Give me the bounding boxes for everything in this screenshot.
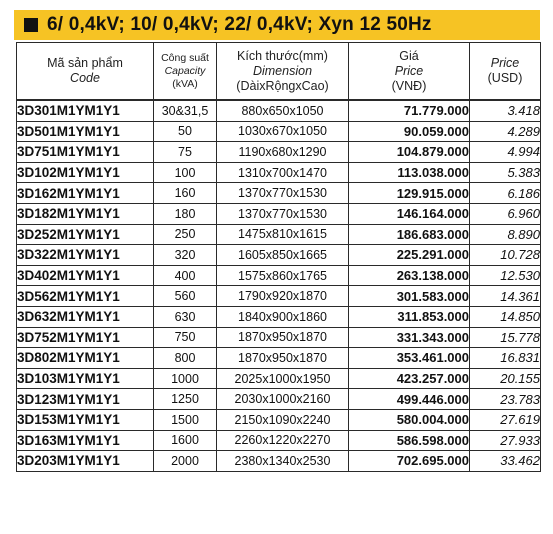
col-header-price-usd-en: Price [490,56,520,70]
cell-dimension: 1475x810x1615 [217,224,349,245]
col-header-code-en: Code [70,71,100,85]
cell-price-usd: 4.289 [470,121,541,142]
cell-code: 3D632M1YM1Y1 [17,306,154,327]
table-row [17,265,541,286]
cell-code: 3D162M1YM1Y1 [17,183,154,204]
cell-dimension: 1575x860x1765 [217,265,349,286]
cell-capacity: 2000 [154,451,217,472]
cell-price-vnd: 301.583.000 [349,286,470,307]
cell-price-usd: 16.831 [470,348,541,369]
cell-price-usd: 6.186 [470,183,541,204]
cell-price-usd: 23.783 [470,389,541,410]
col-header-price-usd-unit: (USD) [487,71,523,85]
col-header-capacity-unit: (kVA) [172,77,198,90]
cell-code: 3D501M1YM1Y1 [17,121,154,142]
cell-dimension: 880x650x1050 [217,100,349,121]
table-body [17,100,541,471]
table-row [17,409,541,430]
col-header-dimension [217,43,349,101]
cell-price-usd: 3.418 [470,100,541,121]
col-header-capacity-en: Capacity [164,64,206,77]
cell-code: 3D163M1YM1Y1 [17,430,154,451]
cell-code: 3D153M1YM1Y1 [17,409,154,430]
cell-code: 3D802M1YM1Y1 [17,348,154,369]
cell-capacity: 250 [154,224,217,245]
table-row [17,121,541,142]
black-square-bullet-icon [24,18,38,32]
cell-capacity: 320 [154,245,217,266]
cell-capacity: 560 [154,286,217,307]
cell-code: 3D562M1YM1Y1 [17,286,154,307]
cell-capacity: 30&31,5 [154,100,217,121]
table-row [17,286,541,307]
cell-price-vnd: 90.059.000 [349,121,470,142]
col-header-price-vnd-en: Price [394,63,424,78]
cell-dimension: 1605x850x1665 [217,245,349,266]
table-row [17,389,541,410]
table-row [17,368,541,389]
cell-capacity: 100 [154,162,217,183]
cell-price-usd: 6.960 [470,203,541,224]
banner-title: 6/ 0,4kV; 10/ 0,4kV; 22/ 0,4kV; Xyn 12 50Hz [47,14,432,35]
table-row [17,142,541,163]
cell-capacity: 800 [154,348,217,369]
cell-dimension: 1030x670x1050 [217,121,349,142]
table-header-row [17,43,541,101]
cell-capacity: 160 [154,183,217,204]
table-row [17,451,541,472]
table-row [17,430,541,451]
cell-dimension: 1870x950x1870 [217,327,349,348]
cell-dimension: 1370x770x1530 [217,203,349,224]
cell-price-vnd: 586.598.000 [349,430,470,451]
cell-price-vnd: 353.461.000 [349,348,470,369]
col-header-dimension-en: Dimension [252,63,313,78]
cell-code: 3D182M1YM1Y1 [17,203,154,224]
cell-code: 3D252M1YM1Y1 [17,224,154,245]
cell-capacity: 630 [154,306,217,327]
cell-price-vnd: 580.004.000 [349,409,470,430]
cell-dimension: 2380x1340x2530 [217,451,349,472]
table-row [17,162,541,183]
cell-price-usd: 27.619 [470,409,541,430]
col-header-dimension-vi: Kích thước(mm) [237,48,328,63]
cell-code: 3D103M1YM1Y1 [17,368,154,389]
cell-dimension: 2260x1220x2270 [217,430,349,451]
cell-dimension: 1870x950x1870 [217,348,349,369]
cell-capacity: 750 [154,327,217,348]
title-banner [14,10,540,40]
cell-price-usd: 15.778 [470,327,541,348]
table-row [17,327,541,348]
cell-price-vnd: 186.683.000 [349,224,470,245]
cell-code: 3D752M1YM1Y1 [17,327,154,348]
cell-capacity: 1250 [154,389,217,410]
cell-price-usd: 12.530 [470,265,541,286]
cell-dimension: 1370x770x1530 [217,183,349,204]
cell-price-vnd: 263.138.000 [349,265,470,286]
cell-price-usd: 10.728 [470,245,541,266]
cell-dimension: 2030x1000x2160 [217,389,349,410]
cell-price-vnd: 71.779.000 [349,100,470,121]
cell-capacity: 50 [154,121,217,142]
cell-price-vnd: 423.257.000 [349,368,470,389]
cell-price-usd: 14.361 [470,286,541,307]
cell-dimension: 1840x900x1860 [217,306,349,327]
cell-dimension: 2150x1090x2240 [217,409,349,430]
cell-price-vnd: 225.291.000 [349,245,470,266]
cell-code: 3D301M1YM1Y1 [17,100,154,121]
col-header-code-vi: Mã sản phẩm [47,56,123,70]
col-header-price-vnd-unit: (VNĐ) [391,78,427,93]
cell-price-usd: 20.155 [470,368,541,389]
cell-dimension: 1310x700x1470 [217,162,349,183]
table-row [17,348,541,369]
cell-price-usd: 5.383 [470,162,541,183]
price-table [16,42,541,472]
col-header-price-vnd-vi: Giá [399,48,419,63]
cell-capacity: 1000 [154,368,217,389]
cell-code: 3D123M1YM1Y1 [17,389,154,410]
col-header-price-usd [470,43,541,101]
col-header-capacity [154,43,217,101]
cell-price-usd: 4.994 [470,142,541,163]
cell-dimension: 1190x680x1290 [217,142,349,163]
cell-dimension: 1790x920x1870 [217,286,349,307]
cell-capacity: 180 [154,203,217,224]
cell-price-vnd: 146.164.000 [349,203,470,224]
cell-capacity: 400 [154,265,217,286]
cell-code: 3D322M1YM1Y1 [17,245,154,266]
table-row [17,183,541,204]
col-header-capacity-vi: Công suất [161,51,209,64]
col-header-dimension-sub: (DàixRộngxCao) [236,78,329,93]
cell-code: 3D402M1YM1Y1 [17,265,154,286]
cell-price-usd: 27.933 [470,430,541,451]
table-row [17,245,541,266]
cell-code: 3D751M1YM1Y1 [17,142,154,163]
cell-price-vnd: 499.446.000 [349,389,470,410]
cell-capacity: 1500 [154,409,217,430]
cell-capacity: 1600 [154,430,217,451]
cell-price-vnd: 702.695.000 [349,451,470,472]
table-row [17,203,541,224]
cell-price-vnd: 113.038.000 [349,162,470,183]
cell-price-usd: 14.850 [470,306,541,327]
cell-price-vnd: 129.915.000 [349,183,470,204]
table-row [17,100,541,121]
cell-code: 3D203M1YM1Y1 [17,451,154,472]
table-row [17,224,541,245]
col-header-code [17,43,154,101]
cell-price-usd: 33.462 [470,451,541,472]
cell-dimension: 2025x1000x1950 [217,368,349,389]
cell-code: 3D102M1YM1Y1 [17,162,154,183]
cell-price-usd: 8.890 [470,224,541,245]
cell-price-vnd: 331.343.000 [349,327,470,348]
col-header-price-vnd [349,43,470,101]
table-row [17,306,541,327]
cell-capacity: 75 [154,142,217,163]
cell-price-vnd: 311.853.000 [349,306,470,327]
cell-price-vnd: 104.879.000 [349,142,470,163]
